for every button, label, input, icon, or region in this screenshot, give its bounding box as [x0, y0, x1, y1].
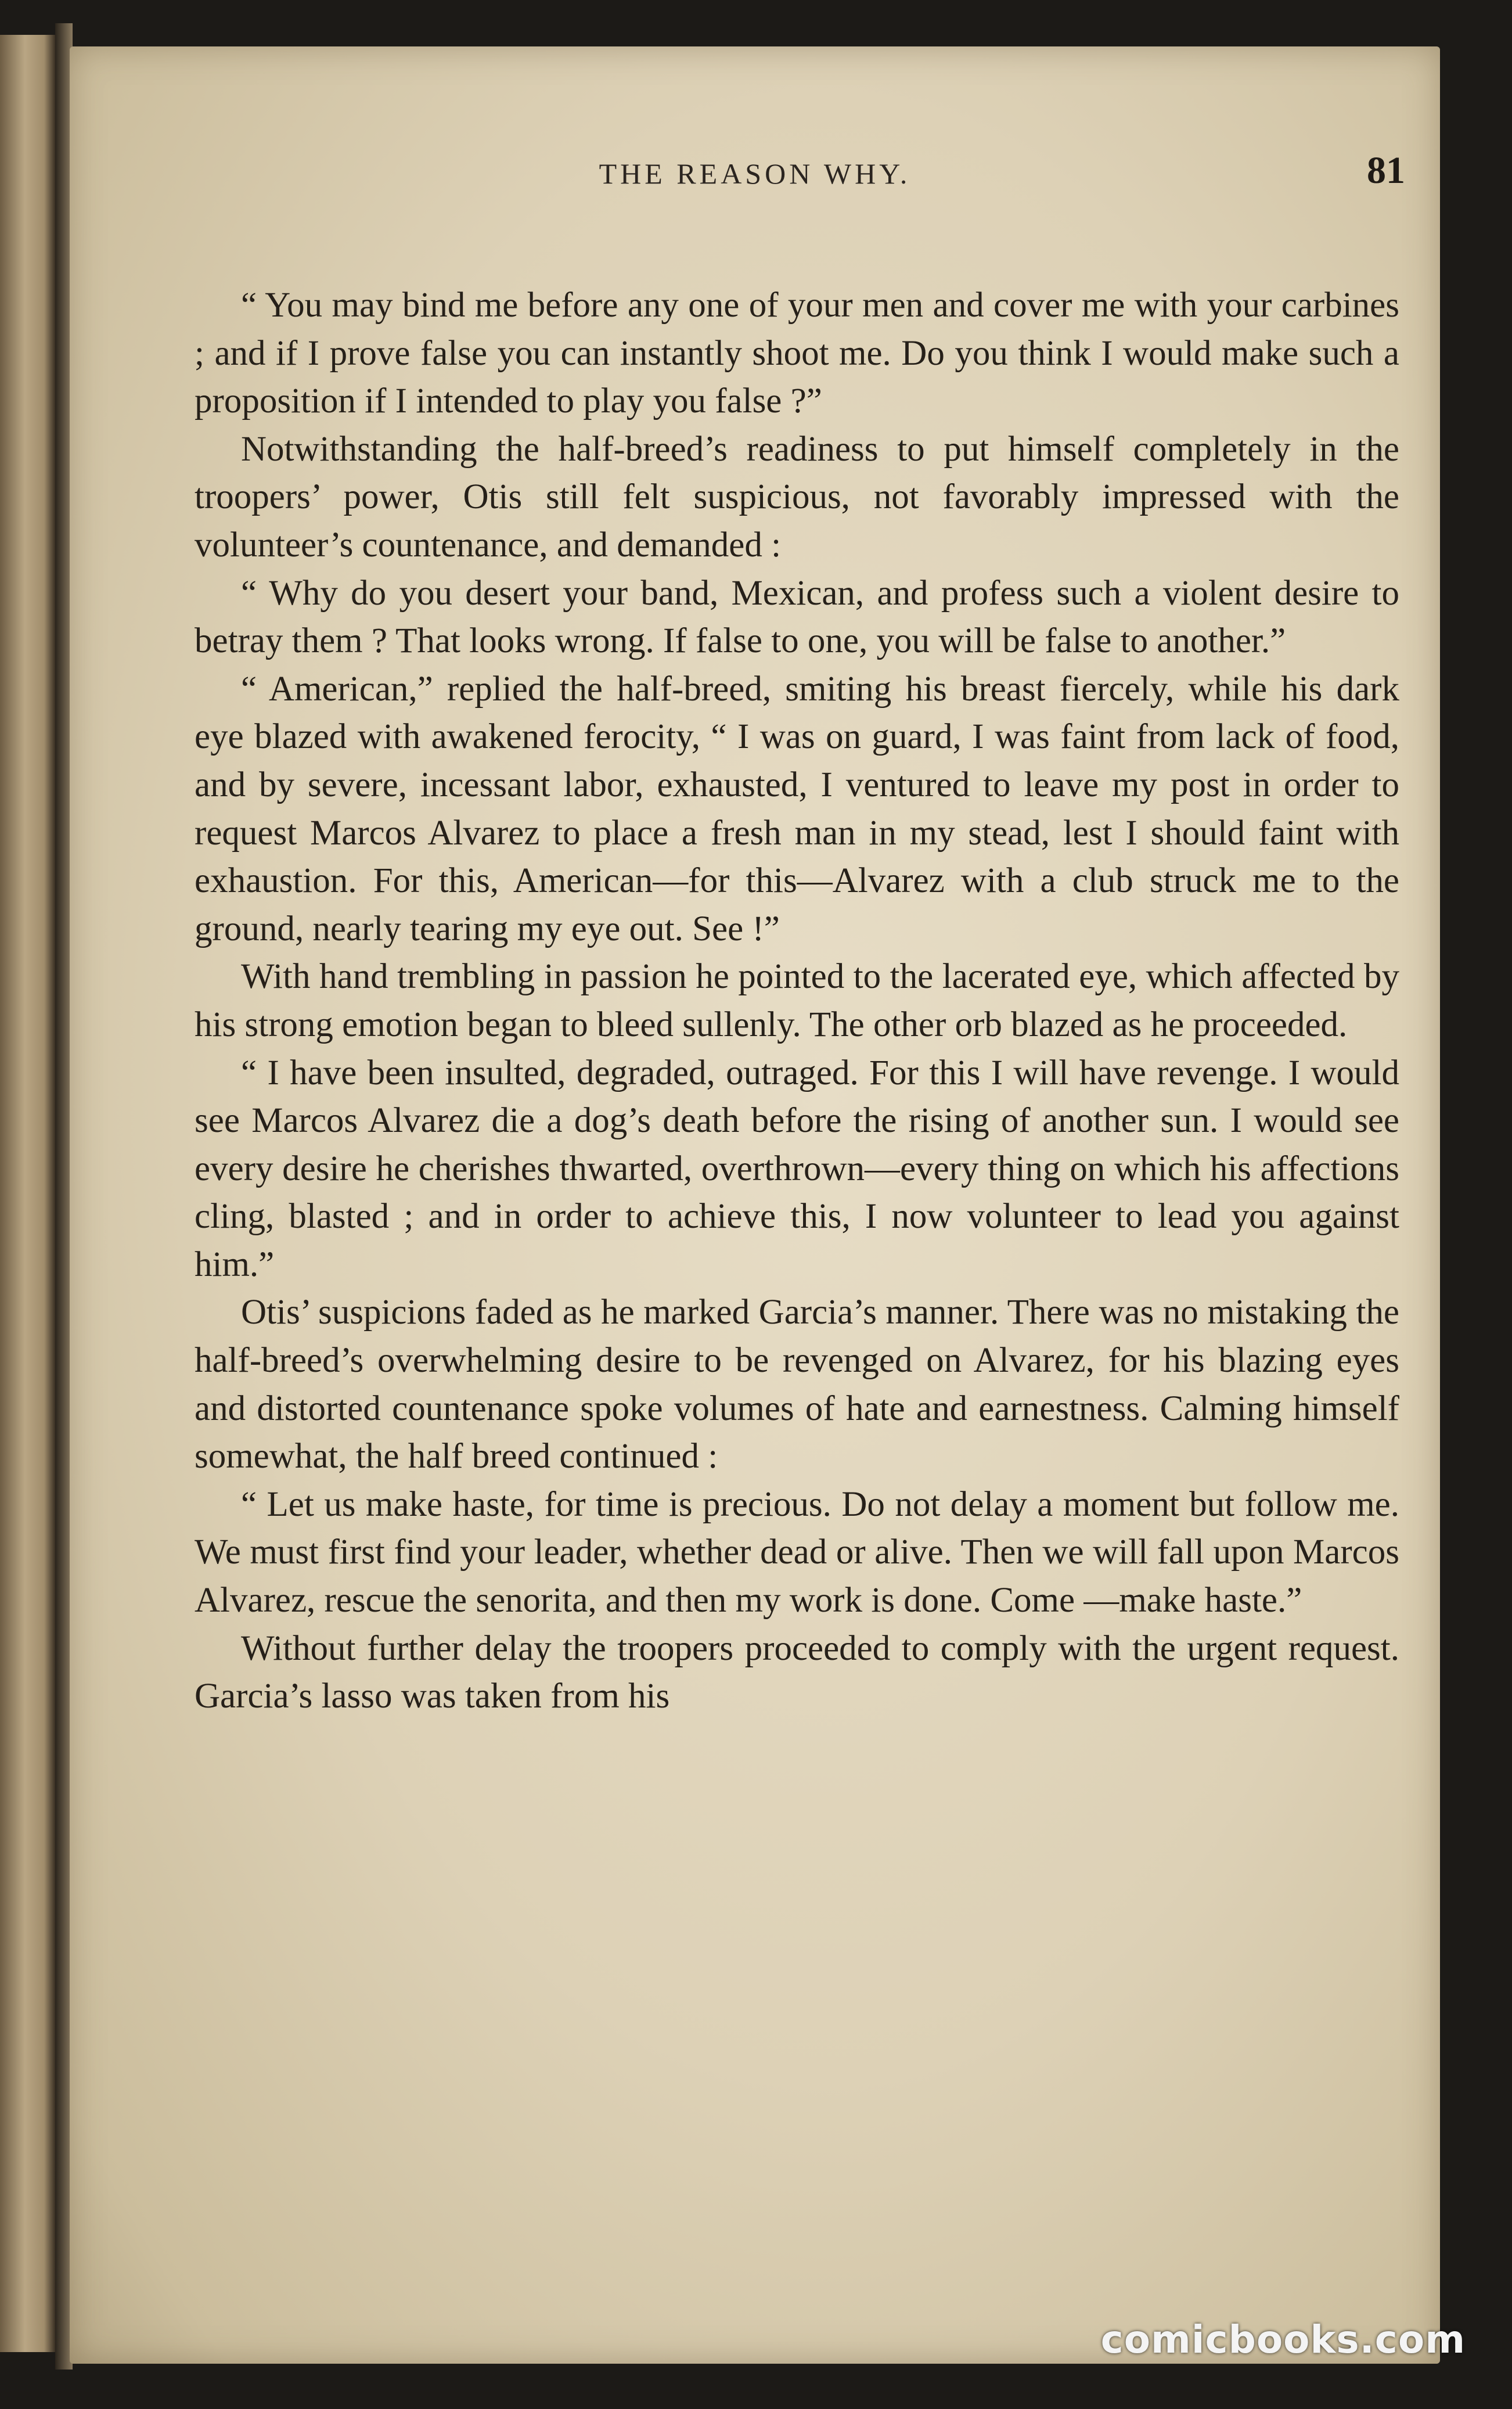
paragraph: With hand trembling in passion he pointed to the lacerated eye, which affected by his strong emotion began to bleed sullenly. The other orb blazed as he proceeded. — [195, 957, 1399, 1044]
book-page — [70, 46, 1440, 2364]
paragraph: Otis’ suspicions faded as he marked Garcia’s manner. There was no mistaking the half-breed’s overwhelming desire to be revenged on Alvarez, for his blazing eyes and distorted countenance spoke volumes of hate and earnestness. Calming himself somewhat, the half breed continued : — [195, 1293, 1399, 1476]
page-number: 81 — [1367, 149, 1405, 192]
running-title: THE REASON WHY. — [599, 157, 911, 190]
paragraph: Without further delay the troopers proceeded to comply with the urgent request. Garcia’s lasso was taken from his — [195, 1628, 1399, 1716]
paragraph: “ American,” replied the half-breed, smiting his breast fiercely, while his dark eye blazed with awakened ferocity, “ I was on guard, I was faint from lack of food, and by severe, incessant labor, exhausted, I ventured to leave my post in order to request Marcos Alvarez to place a fresh man in my stead, lest I should faint with exhaustion. For this, American—for this—Alvarez with a club struck me to the ground, nearly tearing my eye out. See !” — [195, 669, 1399, 948]
paragraph: “ You may bind me before any one of your men and cover me with your carbines ; and if I prove false you can instantly shoot me. Do you think I would make such a proposition if I intended to play you false ?” — [195, 286, 1399, 421]
body-text — [195, 282, 1399, 1721]
running-head — [70, 149, 1440, 221]
left-page-edge — [0, 35, 55, 2352]
paragraph: “ Why do you desert your band, Mexican, and profess such a violent desire to betray them ? That looks wrong. If false to one, you will be false to another.” — [195, 573, 1399, 661]
paragraph: “ Let us make haste, for time is precious. Do not delay a moment but follow me. We must first find your leader, whether dead or alive. Then we will fall upon Marcos Alvarez, rescue the senorita, and then my work is done. Come —make haste.” — [195, 1484, 1399, 1620]
watermark: comicbooks.com — [1100, 2317, 1466, 2362]
paragraph: Notwithstanding the half-breed’s readiness to put himself completely in the troopers’ power, Otis still felt suspicious, not favorably impressed with the volunteer’s countenance, and demanded : — [195, 429, 1399, 565]
paragraph: “ I have been insulted, degraded, outraged. For this I will have revenge. I would see Marcos Alvarez die a dog’s death before the rising of another sun. I would see every desire he cherishes thwarted, overthrown—every thing on which his affections cling, blasted ; and in order to achieve this, I now volunteer to lead you against him.” — [195, 1053, 1399, 1284]
